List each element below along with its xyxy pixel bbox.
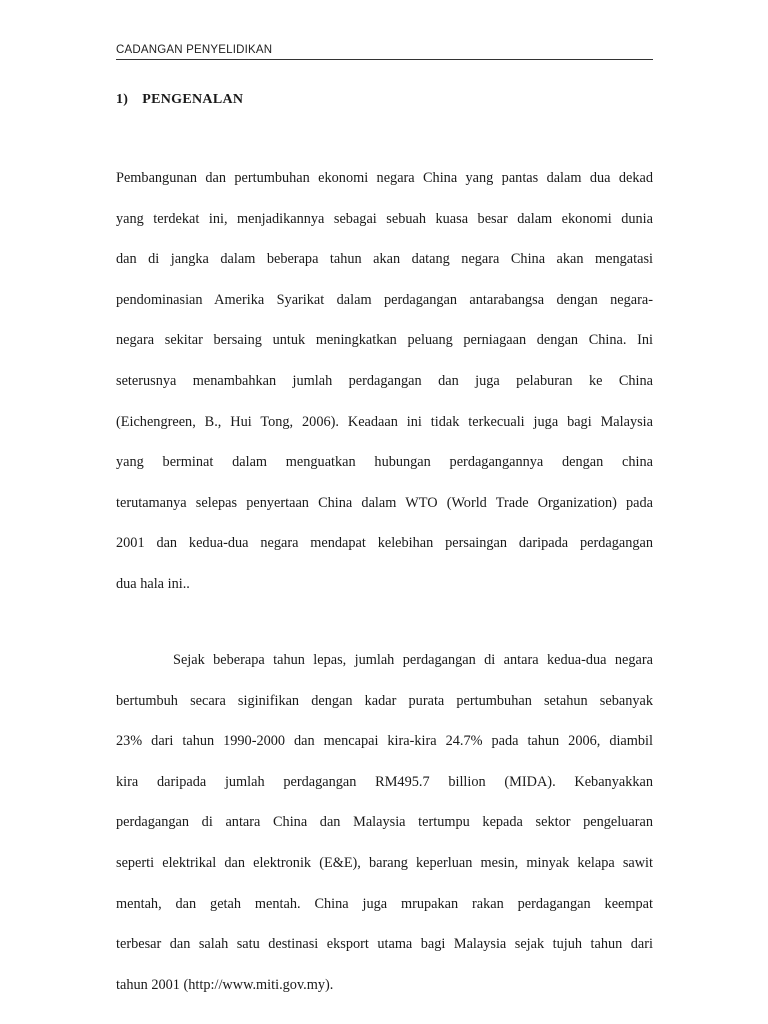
paragraph-line: dan di jangka dalam beberapa tahun akan datang negara China akan mengatasi [116, 251, 653, 268]
paragraph-line: Pembangunan dan pertumbuhan ekonomi negara China yang pantas dalam dua dekad [116, 170, 653, 186]
paragraph-line: seperti elektrikal dan elektronik (E&E), barang keperluan mesin, minyak kelapa sawit [116, 854, 653, 871]
paragraph-line: 23% dari tahun 1990-2000 dan mencapai kira-kira 24.7% pada tahun 2006, diambil [116, 733, 653, 750]
paragraph-line: (Eichengreen, B., Hui Tong, 2006). Keadaan ini tidak terkecuali juga bagi Malaysia [116, 413, 653, 430]
paragraph-line: terbesar dan salah satu destinasi eksport utama bagi Malaysia sejak tujuh tahun dari [116, 936, 653, 953]
paragraph-line: mentah, dan getah mentah. China juga mrupakan rakan perdagangan keempat [116, 895, 653, 912]
paragraph-1 [116, 158, 653, 605]
paragraph-line: dua hala ini.. [116, 575, 190, 592]
paragraph-line: yang berminat dalam menguatkan hubungan perdagangannya dengan china [116, 454, 653, 471]
paragraph-line: terutamanya selepas penyertaan China dalam WTO (World Trade Organization) pada [116, 494, 653, 511]
paragraph-line: perdagangan di antara China dan Malaysia tertumpu kepada sektor pengeluaran [116, 814, 653, 831]
paragraph-line: kira daripada jumlah perdagangan RM495.7 billion (MIDA). Kebanyakkan [116, 773, 653, 790]
section-number: 1) [116, 92, 129, 107]
paragraph-2 [116, 640, 653, 1005]
paragraph-line: 2001 dan kedua-dua negara mendapat kelebihan persaingan daripada perdagangan [116, 535, 653, 552]
running-header-title: CADANGAN PENYELIDIKAN [116, 44, 273, 56]
paragraph-line: negara sekitar bersaing untuk meningkatkan peluang perniagaan dengan China. Ini [116, 332, 653, 349]
paragraph-line: tahun 2001 (http://www.miti.gov.my). [116, 976, 334, 993]
paragraph-line: Sejak beberapa tahun lepas, jumlah perdagangan di antara kedua-dua negara [173, 652, 653, 668]
running-header [116, 44, 653, 60]
paragraph-line: yang terdekat ini, menjadikannya sebagai sebuah kuasa besar dalam ekonomi dunia [116, 210, 653, 227]
paragraph-line: seterusnya menambahkan jumlah perdagangan dan juga pelaburan ke China [116, 372, 653, 389]
paragraph-line: bertumbuh secara siginifikan dengan kadar purata pertumbuhan setahun sebanyak [116, 692, 653, 709]
section-title: PENGENALAN [142, 92, 244, 107]
paragraph-line: pendominasian Amerika Syarikat dalam perdagangan antarabangsa dengan negara- [116, 291, 653, 308]
section-heading [116, 92, 243, 108]
